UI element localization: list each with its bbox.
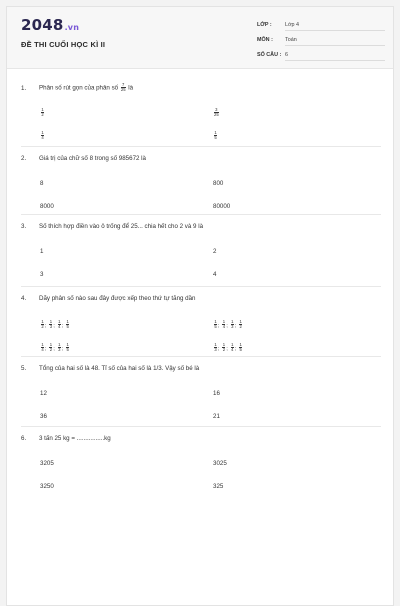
answer-option[interactable]: 4 (213, 271, 217, 278)
question-number: 6. (21, 435, 27, 442)
fraction-numerator: 1 (41, 319, 44, 324)
question-prompt: Phân số rút gọn của phân số (39, 84, 119, 92)
question-text (21, 295, 196, 302)
fraction-separator: ; (218, 322, 220, 329)
info-label: SỐ CÂU : (257, 51, 282, 58)
question-divider (21, 214, 381, 215)
answer-option[interactable]: 1 (40, 248, 44, 255)
question-number: 5. (21, 365, 27, 372)
answer-option[interactable] (213, 108, 220, 118)
fraction (231, 342, 237, 353)
fraction-numerator: 1 (66, 319, 69, 324)
fraction-denominator: 4 (58, 324, 61, 330)
info-row-class (257, 17, 385, 32)
fraction-numerator: 1 (231, 342, 234, 347)
answer-option[interactable]: 3205 (40, 460, 54, 467)
info-label: MÔN : (257, 36, 273, 43)
answer-option[interactable] (40, 108, 45, 118)
answer-option[interactable] (40, 131, 45, 141)
fraction-denominator: 5 (214, 324, 217, 330)
answer-option[interactable]: 325 (213, 483, 224, 490)
fraction (41, 108, 44, 118)
question-divider (21, 356, 381, 357)
question-prompt: Dãy phân số nào sau đây được xếp theo thứ tự tăng dần (39, 295, 196, 302)
info-value: Lớp 4 (285, 19, 385, 31)
info-row-count (257, 47, 385, 62)
question-text (21, 223, 203, 230)
fraction-denominator: 3 (49, 324, 53, 330)
site-logo[interactable] (21, 16, 79, 34)
info-label: LỚP : (257, 21, 272, 28)
fraction-denominator: 5 (239, 347, 242, 353)
fraction-separator: ; (234, 345, 237, 352)
info-value: 6 (285, 49, 385, 61)
fraction-numerator: 1 (41, 107, 44, 112)
fraction (214, 108, 219, 118)
answer-option[interactable]: 12 (40, 390, 47, 397)
fraction-numerator: 1 (214, 319, 217, 324)
fraction-numerator: 1 (222, 319, 226, 324)
fraction-denominator: 5 (66, 324, 69, 330)
fraction-numerator: 1 (58, 319, 61, 324)
answer-option[interactable]: 3025 (213, 460, 227, 467)
answer-option[interactable] (213, 131, 218, 141)
fraction-numerator: 1 (214, 342, 217, 347)
fraction-separator: ; (61, 322, 64, 329)
fraction-denominator: 4 (41, 347, 44, 353)
fraction (214, 342, 220, 353)
fraction-numerator: 1 (41, 130, 44, 135)
fraction (239, 343, 242, 353)
question-number: 2. (21, 155, 27, 162)
question-prompt: Số thích hợp điền vào ô trống để 25... chia hết cho 2 và 9 là (39, 223, 204, 230)
answer-option[interactable] (213, 343, 243, 353)
fraction-denominator: 5 (214, 135, 217, 141)
fraction (121, 83, 126, 93)
fraction-separator: ; (226, 345, 228, 352)
answer-option[interactable]: 8 (40, 180, 44, 187)
fraction (58, 319, 64, 330)
fraction-separator: ; (234, 322, 237, 329)
fraction (58, 342, 64, 353)
question-prompt: Giá trị của chữ số 8 trong số 985672 là (39, 155, 146, 162)
fraction-numerator: 1 (214, 130, 217, 135)
fraction-denominator: 4 (41, 135, 44, 141)
question-divider (21, 426, 381, 427)
fraction-separator: ; (226, 322, 228, 329)
answer-option[interactable]: 36 (40, 413, 47, 420)
fraction-numerator: 1 (58, 342, 61, 347)
fraction (41, 131, 44, 141)
fraction-numerator: 1 (239, 342, 242, 347)
answer-option[interactable] (40, 320, 70, 330)
question-number: 1. (21, 84, 27, 92)
fraction-numerator: 1 (231, 319, 234, 324)
exam-header (7, 7, 393, 69)
fraction-denominator: 4 (222, 324, 226, 330)
info-row-subject (257, 32, 385, 47)
answer-option[interactable]: 16 (213, 390, 220, 397)
fraction-separator: ; (61, 345, 64, 352)
fraction-denominator: 2 (239, 324, 242, 330)
fraction-numerator: 1 (222, 342, 226, 347)
fraction (66, 343, 69, 353)
fraction-denominator: 25 (214, 112, 219, 118)
fraction (214, 131, 217, 141)
fraction (214, 319, 220, 330)
question-text (21, 155, 146, 162)
fraction-denominator: 3 (231, 324, 234, 330)
info-value: Toán (285, 34, 385, 46)
fraction-denominator: 2 (222, 347, 226, 353)
fraction-separator: ; (45, 322, 47, 329)
fraction-separator: ; (45, 345, 47, 352)
fraction-denominator: 25 (120, 87, 126, 93)
answer-option[interactable]: 3250 (40, 483, 54, 490)
question-prompt: Tổng của hai số là 48. Tỉ số của hai số là 1/3. Vậy số bé là (39, 365, 200, 372)
exam-info (257, 17, 385, 62)
answer-option[interactable]: 8000 (40, 203, 54, 210)
fraction-numerator: 1 (66, 342, 69, 347)
fraction (222, 319, 228, 330)
fraction-numerator: 1 (49, 342, 53, 347)
answer-option[interactable]: 2 (213, 248, 217, 255)
question-number: 3. (21, 223, 27, 230)
answer-option[interactable]: 80000 (213, 203, 231, 210)
fraction-denominator: 3 (58, 347, 61, 353)
question-prompt: 3 tấn 25 kg = ................kg (39, 435, 111, 442)
question-text (21, 435, 111, 442)
question-divider (21, 286, 381, 287)
fraction-denominator: 2 (41, 112, 44, 118)
fraction-denominator: 3 (214, 347, 217, 353)
question-divider (21, 146, 381, 147)
question-text (21, 365, 199, 372)
fraction (222, 342, 228, 353)
question-text (21, 83, 133, 93)
exam-title: ĐỀ THI CUỐI HỌC KÌ II (21, 40, 106, 49)
fraction-denominator: 2 (49, 347, 53, 353)
fraction-denominator: 4 (231, 347, 234, 353)
answer-option[interactable] (40, 343, 70, 353)
fraction-numerator: 3 (215, 107, 218, 112)
fraction-denominator: 5 (66, 347, 69, 353)
question-number: 4. (21, 295, 27, 302)
fraction (41, 342, 47, 353)
fraction (66, 320, 69, 330)
fraction-denominator: 2 (41, 324, 44, 330)
fraction (41, 319, 47, 330)
answer-option[interactable]: 3 (40, 271, 44, 278)
answer-option[interactable] (213, 320, 243, 330)
logo-text: 2048 (21, 16, 64, 34)
question-prompt-end: là (126, 84, 134, 92)
fraction (239, 320, 242, 330)
fraction-separator: ; (53, 322, 55, 329)
exam-page (6, 6, 394, 606)
fraction (49, 319, 55, 330)
fraction-separator: ; (218, 345, 220, 352)
fraction-numerator: 1 (41, 342, 44, 347)
fraction (231, 319, 237, 330)
fraction-numerator: 1 (239, 319, 242, 324)
fraction (49, 342, 55, 353)
answer-option[interactable]: 21 (213, 413, 220, 420)
fraction-numerator: 1 (49, 319, 53, 324)
logo-suffix: .vn (64, 23, 80, 32)
fraction-separator: ; (53, 345, 55, 352)
answer-option[interactable]: 800 (213, 180, 224, 187)
fraction-numerator: 7 (122, 82, 125, 87)
